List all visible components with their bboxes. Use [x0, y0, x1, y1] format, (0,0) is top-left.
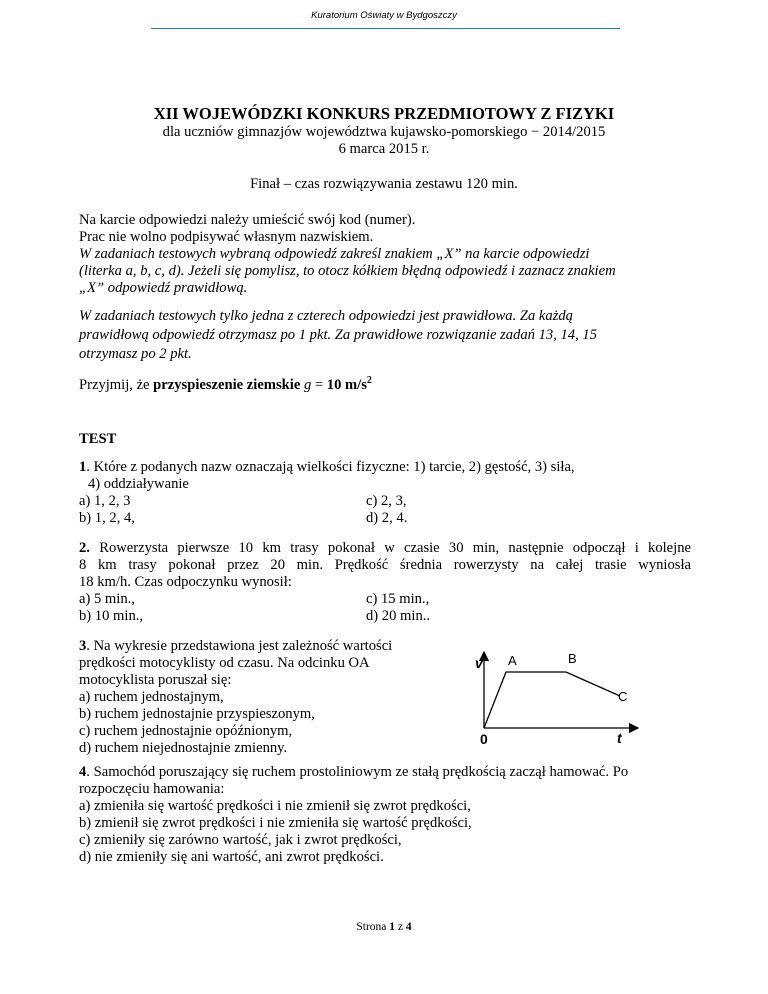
- answer-b: b) 1, 2, 4,: [79, 510, 135, 526]
- scoring-line: W zadaniach testowych tylko jedna z czterech odpowiedzi jest prawidłowa. Za każdą: [79, 308, 573, 324]
- gravity-value: 10 m/s: [326, 376, 367, 393]
- answer-d: d) ruchem niejednostajnie zmienny.: [79, 740, 288, 756]
- answer-d: d) 20 min..: [366, 608, 431, 624]
- answer-a: a) 5 min.,: [79, 591, 135, 607]
- answer-d: d) 2, 4.: [366, 510, 408, 526]
- final-time-line: Finał – czas rozwiązywania zestawu 120 min.: [250, 176, 518, 192]
- question-number: 2.: [79, 540, 90, 556]
- question-text: . Które z podanych nazw oznaczają wielkości fizyczne: 1) tarcie, 2) gęstość, 3) siła,: [86, 459, 575, 475]
- answer-a: a) ruchem jednostajnym,: [79, 689, 224, 705]
- page-total: 4: [405, 921, 412, 933]
- contest-audience: dla uczniów gimnazjów województwa kujawsko-pomorskiego − 2014/2015: [162, 124, 606, 140]
- instruction-line: Prac nie wolno podpisywać własnym nazwiskiem.: [79, 229, 374, 245]
- question-text: . Na wykresie przedstawiona jest zależność wartości: [86, 638, 393, 654]
- answer-a: a) 1, 2, 3: [79, 493, 131, 509]
- question-number: 4: [79, 764, 87, 780]
- velocity-curve: [484, 672, 620, 728]
- answer-c: c) 15 min.,: [366, 591, 430, 607]
- question-text: Rowerzysta pierwsze 10 km trasy pokonał w czasie 30 min, następnie odpoczął i kolejne: [89, 540, 691, 556]
- t-axis-label: t: [617, 730, 622, 746]
- question-text: prędkości motocyklisty od czasu. Na odcinku OA: [79, 655, 370, 671]
- instruction-line: (literka a, b, c, d). Jeżeli się pomylisz, to otocz kółkiem błędną odpowiedź i zaznacz znakiem: [79, 263, 616, 279]
- answer-d: d) nie zmieniły się ani wartość, ani zwrot prędkości.: [79, 849, 384, 865]
- header-divider: [151, 28, 620, 29]
- answer-b: b) zmienił się zwrot prędkości i nie zmieniła się wartość prędkości,: [79, 815, 472, 831]
- contest-title: XII WOJEWÓDZKI KONKURS PRZEDMIOTOWY Z FIZYKI: [153, 104, 615, 123]
- velocity-time-graph: [470, 646, 650, 746]
- question-3: [79, 638, 459, 757]
- question-2: [79, 540, 691, 625]
- answer-c: c) zmieniły się zarówno wartość, jak i zwrot prędkości,: [79, 832, 402, 848]
- question-text: . Samochód poruszający się ruchem prostoliniowym ze stałą prędkością zaczął hamować. Po: [86, 764, 629, 780]
- test-heading: TEST: [79, 431, 117, 447]
- instruction-line: „X” odpowiedź prawidłową.: [79, 280, 248, 296]
- instructions: [79, 212, 691, 297]
- scoring-line: otrzymasz po 2 pkt.: [79, 346, 192, 362]
- page-header: Kuratorium Oświaty w Bydgoszczy: [311, 10, 457, 21]
- footer-prefix: Strona: [356, 921, 390, 933]
- gravity-equals: =: [311, 376, 327, 393]
- instruction-line: Na karcie odpowiedzi należy umieścić swój kod (numer).: [79, 212, 416, 228]
- answer-b: b) 10 min.,: [79, 608, 144, 624]
- page-footer: [0, 919, 768, 936]
- question-text: 8 km trasy pokonał przez 20 min. Prędkość średnia rowerzysty na całej trasie wyniosła: [79, 557, 691, 573]
- question-text: 4) oddziaływanie: [88, 476, 189, 492]
- answer-c: c) 2, 3,: [366, 493, 407, 509]
- point-a-label: A: [508, 653, 517, 668]
- gravity-assumption: [79, 372, 691, 394]
- contest-date: 6 marca 2015 r.: [338, 141, 430, 157]
- gravity-exponent: 2: [366, 375, 372, 386]
- page-number: 1: [389, 921, 396, 933]
- question-text: rozpoczęciu hamowania:: [79, 781, 225, 797]
- gravity-symbol: g: [303, 376, 312, 393]
- question-1: [79, 459, 691, 527]
- answer-c: c) ruchem jednostajnie opóźnionym,: [79, 723, 293, 739]
- scoring-rules: [79, 307, 691, 364]
- point-c-label: C: [618, 689, 628, 704]
- answer-a: a) zmieniła się wartość prędkości i nie zmienił się zwrot prędkości,: [79, 798, 471, 814]
- question-text: 18 km/h. Czas odpoczynku wynosił:: [79, 574, 292, 590]
- scoring-line: prawidłową odpowiedź otrzymasz po 1 pkt. Za prawidłowe rozwiązanie zadań 13, 14, 15: [79, 327, 597, 343]
- footer-of: z: [395, 921, 406, 933]
- title-block: [0, 104, 768, 158]
- gravity-prefix: Przyjmij, że: [79, 376, 154, 393]
- instruction-line: W zadaniach testowych wybraną odpowiedź zakreśl znakiem „X” na karcie odpowiedzi: [79, 246, 590, 262]
- origin-label: 0: [480, 731, 488, 746]
- question-number: 3: [79, 638, 87, 654]
- question-text: motocyklista poruszał się:: [79, 672, 232, 688]
- v-axis-label: v: [475, 655, 483, 671]
- answer-b: b) ruchem jednostajnie przyspieszonym,: [79, 706, 315, 722]
- question-4: [79, 764, 691, 866]
- point-b-label: B: [568, 651, 577, 666]
- question-number: 1: [79, 459, 87, 475]
- gravity-label: przyspieszenie ziemskie: [153, 376, 301, 393]
